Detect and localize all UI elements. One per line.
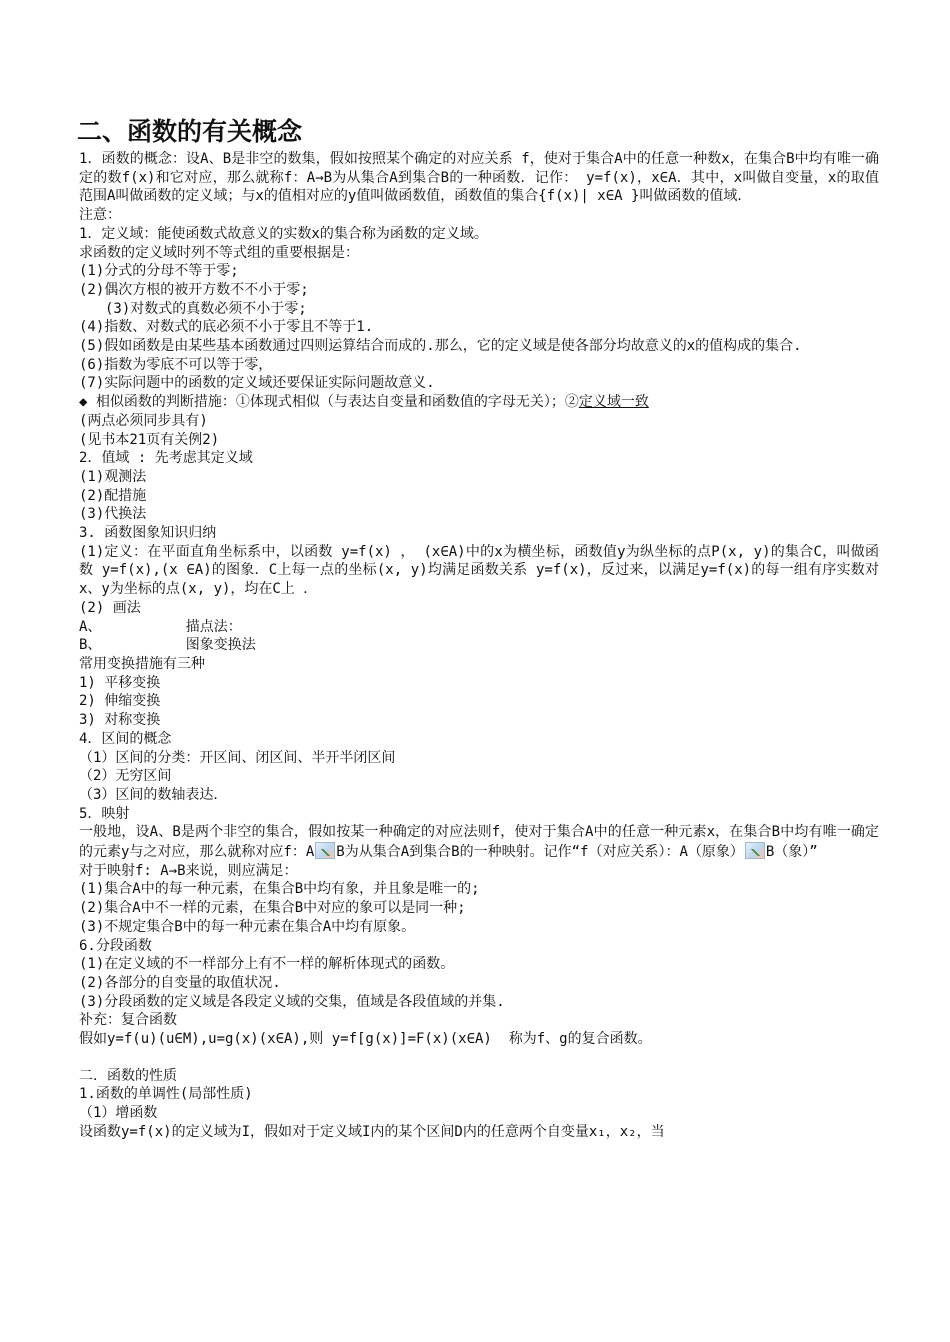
text-line: 6.分段函数 <box>79 937 152 954</box>
text-line: 1．定义域：能使函数式故意义的实数x的集合称为函数的定义域。 <box>79 225 488 242</box>
text-line: (两点必须同步具有) <box>79 412 208 429</box>
paragraph-graph-definition: (1)定义：在平面直角坐标系中，以函数 y=f(x) ， (x∈A)中的x为横坐标，函数值y为纵坐标的点P(x, y)的集合C，叫做函数 y=f(x),(x ∈A)的图象．C上每一点的坐标(x, y)均满足函数关系 y=f(x)，反过来，以满足y=f(x)的每一组有序实数对x、y为坐标的点(x, y)，均在C上 ． <box>79 543 879 598</box>
list-item: 2) 伸缩变换 <box>79 693 161 710</box>
section-heading: 二．函数的性质 <box>79 1067 177 1084</box>
text-line: (见书本21页有关例2) <box>79 431 220 448</box>
section-title: 二、函数的有关概念 <box>77 117 303 146</box>
list-item: (2)配措施 <box>79 487 147 504</box>
broken-image-icon <box>745 842 765 859</box>
text-segment: ◆ 相似函数的判断措施：①体现式相似（与表达自变量和函数值的字母无关）；② <box>79 394 579 411</box>
list-item: (3)对数式的真数必须不小于零; <box>105 300 307 317</box>
list-item: (2)集合A中不一样的元素，在集合B中对应的象可以是同一种; <box>79 900 466 917</box>
list-item: (3)分段函数的定义域是各段定义域的交集，值域是各段值域的并集. <box>79 993 505 1010</box>
list-item: (1)观测法 <box>79 468 147 485</box>
broken-image-icon <box>315 842 335 859</box>
list-item: (4)指数、对数式的底必须不小于零且不等于1. <box>79 319 374 336</box>
list-item: (2)偶次方根的被开方数不不小于零; <box>79 281 309 298</box>
list-item: 1) 平移变换 <box>79 674 161 691</box>
text-line: 注意： <box>79 207 121 224</box>
paragraph-function-concept: 1．函数的概念：设A、B是非空的数集，假如按照某个确定的对应关系 f，使对于集合A中的任意一种数x，在集合B中均有唯一确定的数f(x)和它对应，那么就称f：A→B为从集合A到集合B的一种函数．记作： y=f(x)，x∈A．其中，x叫做自变量，x的取值范围A叫做函数的定义域；与x的值相对应的y值叫做函数值，函数值的集合{f(x)| x∈A }叫做函数的值域． <box>79 151 879 205</box>
text-line-same-function-test <box>79 393 879 412</box>
text-line: （1）增函数 <box>79 1105 158 1122</box>
list-item: (1)集合A中的每一种元素，在集合B中均有象，并且象是唯一的; <box>79 881 480 898</box>
text-line: B、 图象变换法 <box>79 637 256 654</box>
text-line: 5．映射 <box>79 805 130 822</box>
blank-line <box>79 1049 879 1067</box>
list-item: (6)指数为零底不可以等于零， <box>79 356 273 373</box>
text-line: 设函数y=f(x)的定义域为I，假如对于定义域I内的某个区间D内的任意两个自变量x₁，x₂，当 <box>79 1123 665 1140</box>
text-line: A、 描点法： <box>79 618 242 635</box>
list-item: （1）区间的分类：开区间、闭区间、半开半闭区间 <box>79 749 396 766</box>
text-line: (2) 画法 <box>79 599 141 616</box>
list-item: (3)代换法 <box>79 506 147 523</box>
text-segment: B（象）” <box>765 844 818 861</box>
text-line: 求函数的定义域时列不等式组的重要根据是： <box>79 244 359 261</box>
document-page <box>79 116 879 1142</box>
text-line: 假如y=f(u)(u∈M),u=g(x)(x∈A),则 y=f[g(x)]=F(x)(x∈A) 称为f、g的复合函数。 <box>79 1031 652 1048</box>
text-line: 3. 函数图象知识归纳 <box>79 525 217 542</box>
text-line: 补充：复合函数 <box>79 1012 177 1029</box>
paragraph-mapping <box>79 823 879 861</box>
list-item: (2)各部分的自变量的取值状况. <box>79 974 281 991</box>
text-line: 对于映射f: A→B来说，则应满足： <box>79 862 298 879</box>
list-item: (5)假如函数是由某些基本函数通过四则运算结合而成的.那么，它的定义域是使各部分均故意义的x的值构成的集合. <box>79 338 802 355</box>
list-item: (7)实际问题中的函数的定义域还要保证实际问题故意义. <box>79 375 435 392</box>
list-item: （3）区间的数轴表达． <box>79 786 228 803</box>
text-line: 4．区间的概念 <box>79 730 172 747</box>
text-segment: 一般地，设A、B是两个非空的集合，假如按某一种确定的对应法则f，使对于集合A中的任意一种元素x，在集合B中均有唯一确定的元素y与之对应，那么就称对应f：A <box>79 824 879 861</box>
text-line: 2．值域 : 先考虑其定义域 <box>79 450 253 467</box>
text-segment: B为从集合A到集合B的一种映射。记作“f（对应关系）：A（原象） <box>336 844 744 861</box>
text-line: 常用变换措施有三种 <box>79 655 205 672</box>
list-item: (1)在定义域的不一样部分上有不一样的解析体现式的函数。 <box>79 956 455 973</box>
text-line: 1.函数的单调性(局部性质) <box>79 1086 253 1103</box>
underlined-text: 定义域一致 <box>578 394 649 411</box>
list-item: （2）无穷区间 <box>79 768 172 785</box>
list-item: (3)不规定集合B中的每一种元素在集合A中均有原象。 <box>79 918 416 935</box>
list-item: 3) 对称变换 <box>79 712 161 729</box>
list-item: (1)分式的分母不等于零; <box>79 263 239 280</box>
